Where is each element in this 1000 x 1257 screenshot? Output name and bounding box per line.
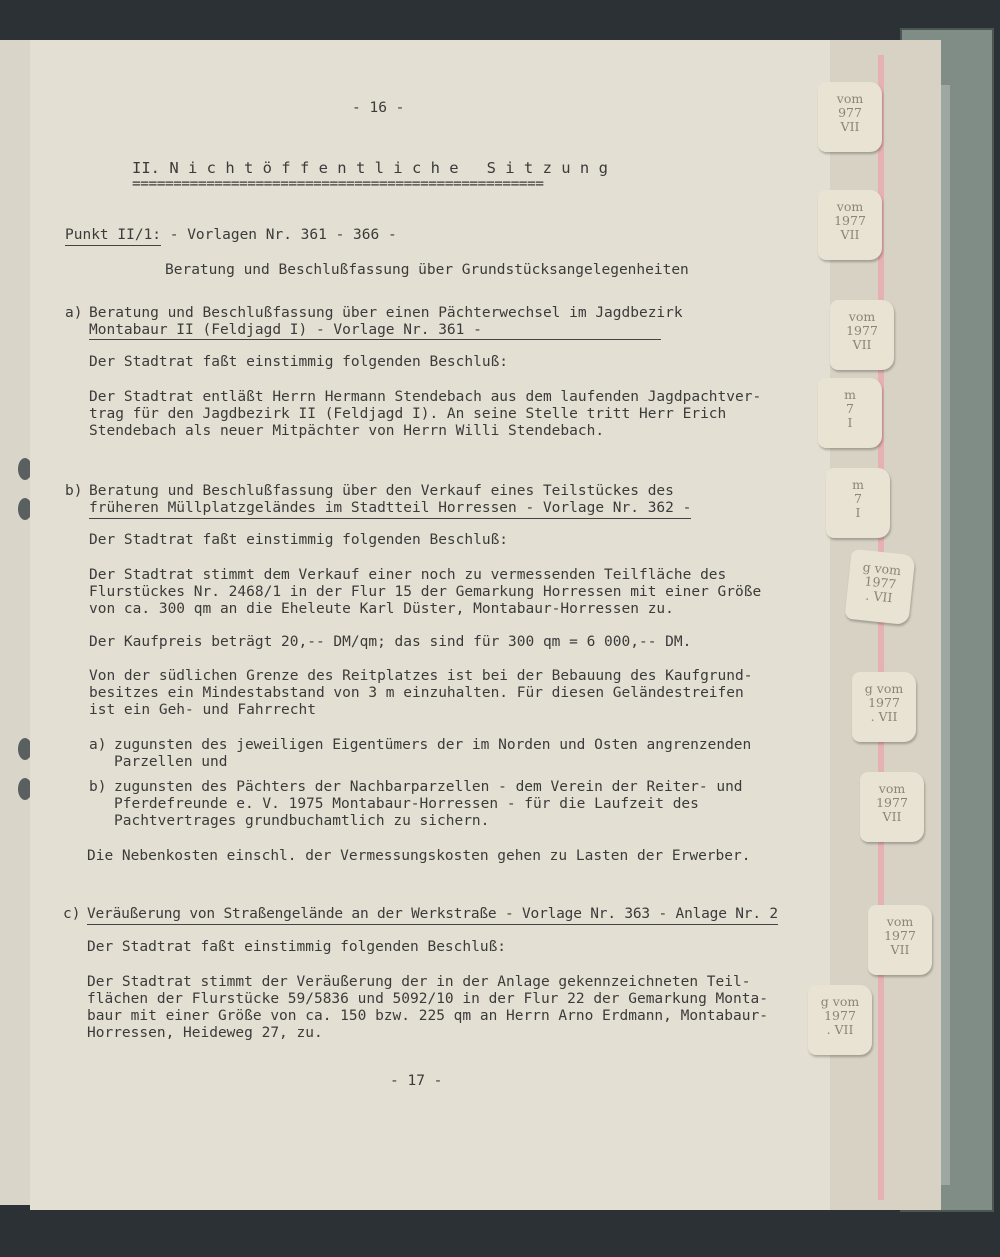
tab-text: 1977 (846, 323, 878, 338)
item-c-text: Der Stadtrat stimmt der Veräußerung der in der Anlage gekennzeichneten Teil- (87, 974, 751, 990)
item-b-sub-a: Parzellen und (114, 754, 228, 770)
tab-text: 7 (854, 491, 862, 506)
index-tab[interactable] (818, 378, 882, 448)
item-c-text: baur mit einer Größe von ca. 150 bzw. 225 qm an Herrn Arno Erdmann, Montabaur- (87, 1008, 768, 1024)
item-b-title-line2: früheren Müllplatzgeländes im Stadtteil Horressen - Vorlage Nr. 362 - (89, 500, 691, 519)
item-b-text1: von ca. 300 qm an die Eheleute Karl Düster, Montabaur-Horressen zu. (89, 601, 674, 617)
page-number-bottom: - 17 - (390, 1073, 443, 1089)
tab-text: . VII (864, 587, 894, 606)
tab-text: I (847, 415, 853, 430)
item-b-sub-b-marker: b) (89, 779, 107, 795)
item-c-decision-intro: Der Stadtrat faßt einstimmig folgenden Beschluß: (87, 939, 507, 955)
item-b-text2: ist ein Geh- und Fahrrecht (89, 702, 316, 718)
tab-text: . VII (826, 1022, 854, 1037)
tab-text: vom (836, 199, 864, 214)
item-c-text: flächen der Flurstücke 59/5836 und 5092/10 in der Flur 22 der Gemarkung Monta- (87, 991, 768, 1007)
item-b-sub-b: Pachtvertrages grundbuchamtlich zu sichern. (114, 813, 490, 829)
item-b-text2: Von der südlichen Grenze des Reitplatzes ist bei der Bebauung des Kaufgrund- (89, 668, 753, 684)
item-b-sub-a-marker: a) (89, 737, 107, 753)
tab-text: VII (852, 337, 872, 352)
tab-text: 977 (838, 105, 862, 120)
tab-text: VII (840, 119, 860, 134)
tab-text: 1977 (834, 213, 866, 228)
tab-text: m (844, 387, 856, 402)
item-b-title-line1: Beratung und Beschlußfassung über den Verkauf eines Teilstückes des (89, 483, 674, 499)
index-tab[interactable] (808, 985, 872, 1055)
item-b-sub-a: zugunsten des jeweiligen Eigentümers der im Norden und Osten angrenzenden (114, 737, 752, 753)
index-tab[interactable] (860, 772, 924, 842)
page-number-top: - 16 - (352, 100, 405, 116)
tab-text: vom (878, 781, 906, 796)
index-tab[interactable] (830, 300, 894, 370)
index-tab[interactable] (868, 905, 932, 975)
item-c-marker: c) (63, 906, 81, 922)
punkt-label: Punkt II/1: (65, 227, 161, 246)
item-b-sub-b: Pferdefreunde e. V. 1975 Montabaur-Horressen - für die Laufzeit des (114, 796, 699, 812)
section-heading: II. N i c h t ö f f e n t l i c h e S i t z u n g (132, 159, 608, 177)
tab-text: 7 (846, 401, 854, 416)
item-b-text1: Der Stadtrat stimmt dem Verkauf einer noch zu vermessenden Teilfläche des (89, 567, 727, 583)
tab-text: 1977 (824, 1008, 856, 1023)
tab-text: . VII (870, 709, 898, 724)
tab-text: I (855, 505, 861, 520)
item-a-text: trag für den Jagdbezirk II (Feldjagd I). An seine Stelle tritt Herr Erich (89, 406, 727, 422)
tab-text: 1977 (884, 928, 916, 943)
item-b-costs: Die Nebenkosten einschl. der Vermessungskosten gehen zu Lasten der Erwerber. (87, 848, 751, 864)
tab-text: VII (890, 942, 910, 957)
item-b-sub-b: zugunsten des Pächters der Nachbarparzellen - dem Verein der Reiter- und (114, 779, 743, 795)
item-b-text1: Flurstückes Nr. 2468/1 in der Flur 15 der Gemarkung Horressen mit einer Größe (89, 584, 762, 600)
index-tab[interactable] (826, 468, 890, 538)
tab-text: VII (840, 227, 860, 242)
item-c-text: Horressen, Heideweg 27, zu. (87, 1025, 323, 1041)
tab-text: vom (886, 914, 914, 929)
item-b-text2: besitzes ein Mindestabstand von 3 m einzuhalten. Für diesen Geländestreifen (89, 685, 744, 701)
section-rule: ================================================== (132, 176, 544, 192)
item-a-marker: a) (65, 305, 83, 321)
tab-text: g vom (862, 559, 902, 579)
item-b-marker: b) (65, 483, 83, 499)
document-page (30, 40, 830, 1210)
index-tab[interactable] (845, 549, 916, 625)
tab-text: g vom (864, 681, 904, 696)
item-c-title: Veräußerung von Straßengelände an der Werkstraße - Vorlage Nr. 363 - Anlage Nr. 2 (87, 906, 778, 925)
tab-text: 1977 (863, 573, 898, 592)
index-tab[interactable] (818, 82, 882, 152)
tab-text: g vom (820, 994, 860, 1009)
index-tab[interactable] (852, 672, 916, 742)
tab-text: vom (836, 91, 864, 106)
item-b-price: Der Kaufpreis beträgt 20,-- DM/qm; das sind für 300 qm = 6 000,-- DM. (89, 634, 692, 650)
tab-text: 1977 (868, 695, 900, 710)
tab-text: vom (848, 309, 876, 324)
tab-text: VII (882, 809, 902, 824)
punkt-subtitle: Beratung und Beschlußfassung über Grundstücksangelegenheiten (165, 262, 689, 278)
left-page-edge (0, 40, 32, 1205)
item-b-decision-intro: Der Stadtrat faßt einstimmig folgenden Beschluß: (89, 532, 509, 548)
tab-text: 1977 (876, 795, 908, 810)
index-tab[interactable] (818, 190, 882, 260)
item-a-title-line2: Montabaur II (Feldjagd I) - Vorlage Nr. 361 - (89, 322, 661, 340)
item-a-decision-intro: Der Stadtrat faßt einstimmig folgenden Beschluß: (89, 354, 509, 370)
tab-text: m (852, 477, 864, 492)
punkt-title: - Vorlagen Nr. 361 - 366 - (161, 227, 397, 243)
item-a-text: Der Stadtrat entläßt Herrn Hermann Stendebach aus dem laufenden Jagdpachtver- (89, 389, 762, 405)
item-a-text: Stendebach als neuer Mitpächter von Herrn Willi Stendebach. (89, 423, 605, 439)
item-a-title-line1: Beratung und Beschlußfassung über einen Pächterwechsel im Jagdbezirk (89, 305, 683, 321)
